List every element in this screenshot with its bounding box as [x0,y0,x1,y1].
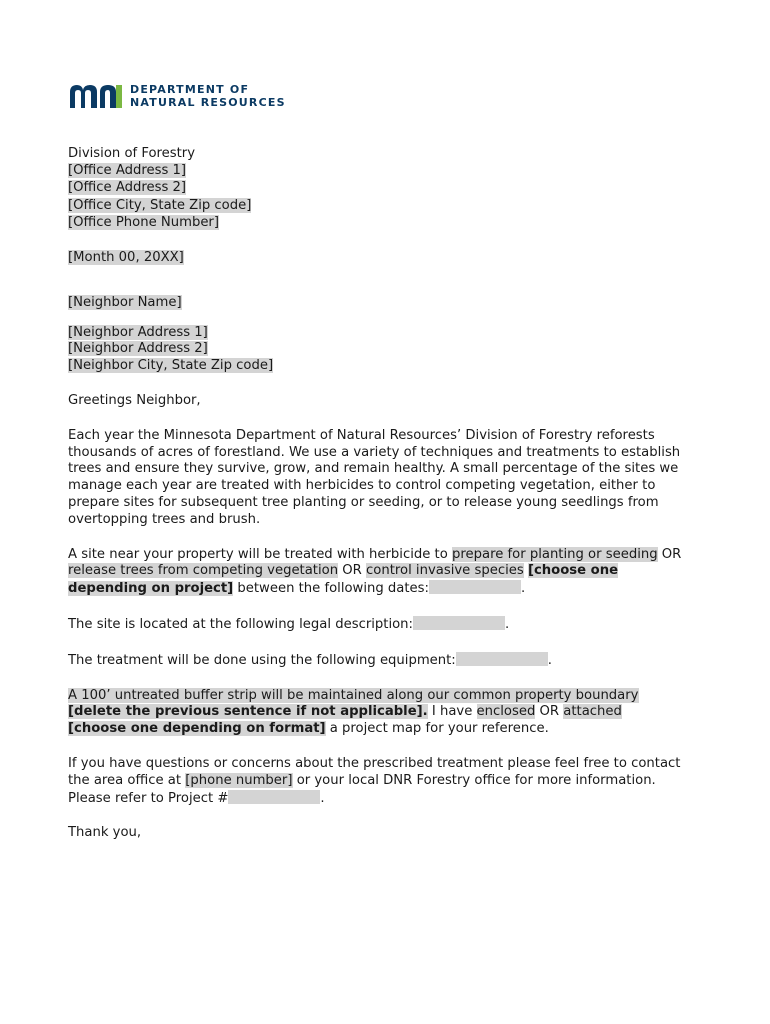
paragraph-intro: Each year the Minnesota Department of Natural Resources’ Division of Forestry reforests thousands of acres of forestland. We use a variety of techniques and treatments to establish trees and ensure they survive, grow, and remain healthy. A small percentage of the sites we manage each year are treated with herbicides to control competing vegetation, either to prepare sites for subsequent tree planting or seeding, or to release young seedlings from overtopping trees and brush. [68,427,681,527]
instruction-choose-project: [choose one depending on project] [68,563,619,597]
option-invasive: control invasive species [366,563,524,579]
greeting: Greetings Neighbor, [68,392,201,408]
p5-text-1: I have [427,704,477,720]
instruction-choose-format: [choose one depending on format] [68,721,326,737]
mn-logo-icon [68,82,124,110]
closing: Thank you, [68,825,142,841]
p3-end: . [504,616,510,632]
sender-division: Division of Forestry [68,146,196,161]
instruction-delete-sentence: [delete the previous sentence if not applicable]. [68,704,428,720]
p6-text-1: If you have questions or concerns about the prescribed treatment please feel free to contact the area office at [68,755,681,788]
paragraph-contact [68,756,698,807]
recipient-name: [Neighbor Name] [68,294,182,310]
dates-field[interactable] [429,580,521,594]
p2-or-2: OR [338,563,367,579]
dnr-logo [68,82,286,110]
p5-text-2: a project map for your reference. [325,721,549,737]
equipment-field[interactable] [456,652,548,666]
paragraph-site-treatment [68,547,698,598]
p3-text: The site is located at the following legal description: [68,616,413,632]
project-number-field[interactable] [228,790,320,804]
recipient-address-1: [Neighbor Address 1] [68,324,208,340]
p2-text-dates: between the following dates: [233,581,429,597]
paragraph-buffer [68,688,698,738]
p4-end: . [547,652,552,668]
p5-or: OR [535,704,564,720]
p2-end: . [520,581,526,597]
sender-address-2: [Office Address 2] [68,179,187,195]
logo-line-1: DEPARTMENT OF [130,83,250,96]
option-enclosed: enclosed [476,704,536,720]
letter-body [68,146,698,842]
option-release: release trees from competing vegetation [68,563,339,579]
paragraph-legal-description [68,616,698,634]
sender-city: [Office City, State Zip code] [68,198,252,214]
p6-end: . [320,790,325,806]
paragraph-equipment [68,652,698,670]
logo-line-2: NATURAL RESOURCES [130,96,286,109]
letter-date: [Month 00, 20XX] [68,249,184,265]
sender-address-1: [Office Address 1] [68,162,187,178]
buffer-sentence: A 100’ untreated buffer strip will be maintained along our common property boundary [68,687,639,703]
option-attached: attached [563,704,622,720]
p6-text-2: or your local DNR Forestry office for more information. Please refer to Project # [68,772,656,806]
recipient-city: [Neighbor City, State Zip code] [68,358,274,374]
p2-or-1: OR [657,546,682,562]
option-prepare: prepare for planting or seeding [452,546,658,562]
sender-phone: [Office Phone Number] [68,215,219,231]
recipient-address-2: [Neighbor Address 2] [68,341,208,357]
p2-text-1: A site near your property will be treated with herbicide to [68,546,452,562]
legal-description-field[interactable] [413,616,505,630]
logo-wordmark [130,83,286,109]
phone-number-placeholder: [phone number] [185,772,293,788]
p4-text: The treatment will be done using the following equipment: [68,652,456,668]
